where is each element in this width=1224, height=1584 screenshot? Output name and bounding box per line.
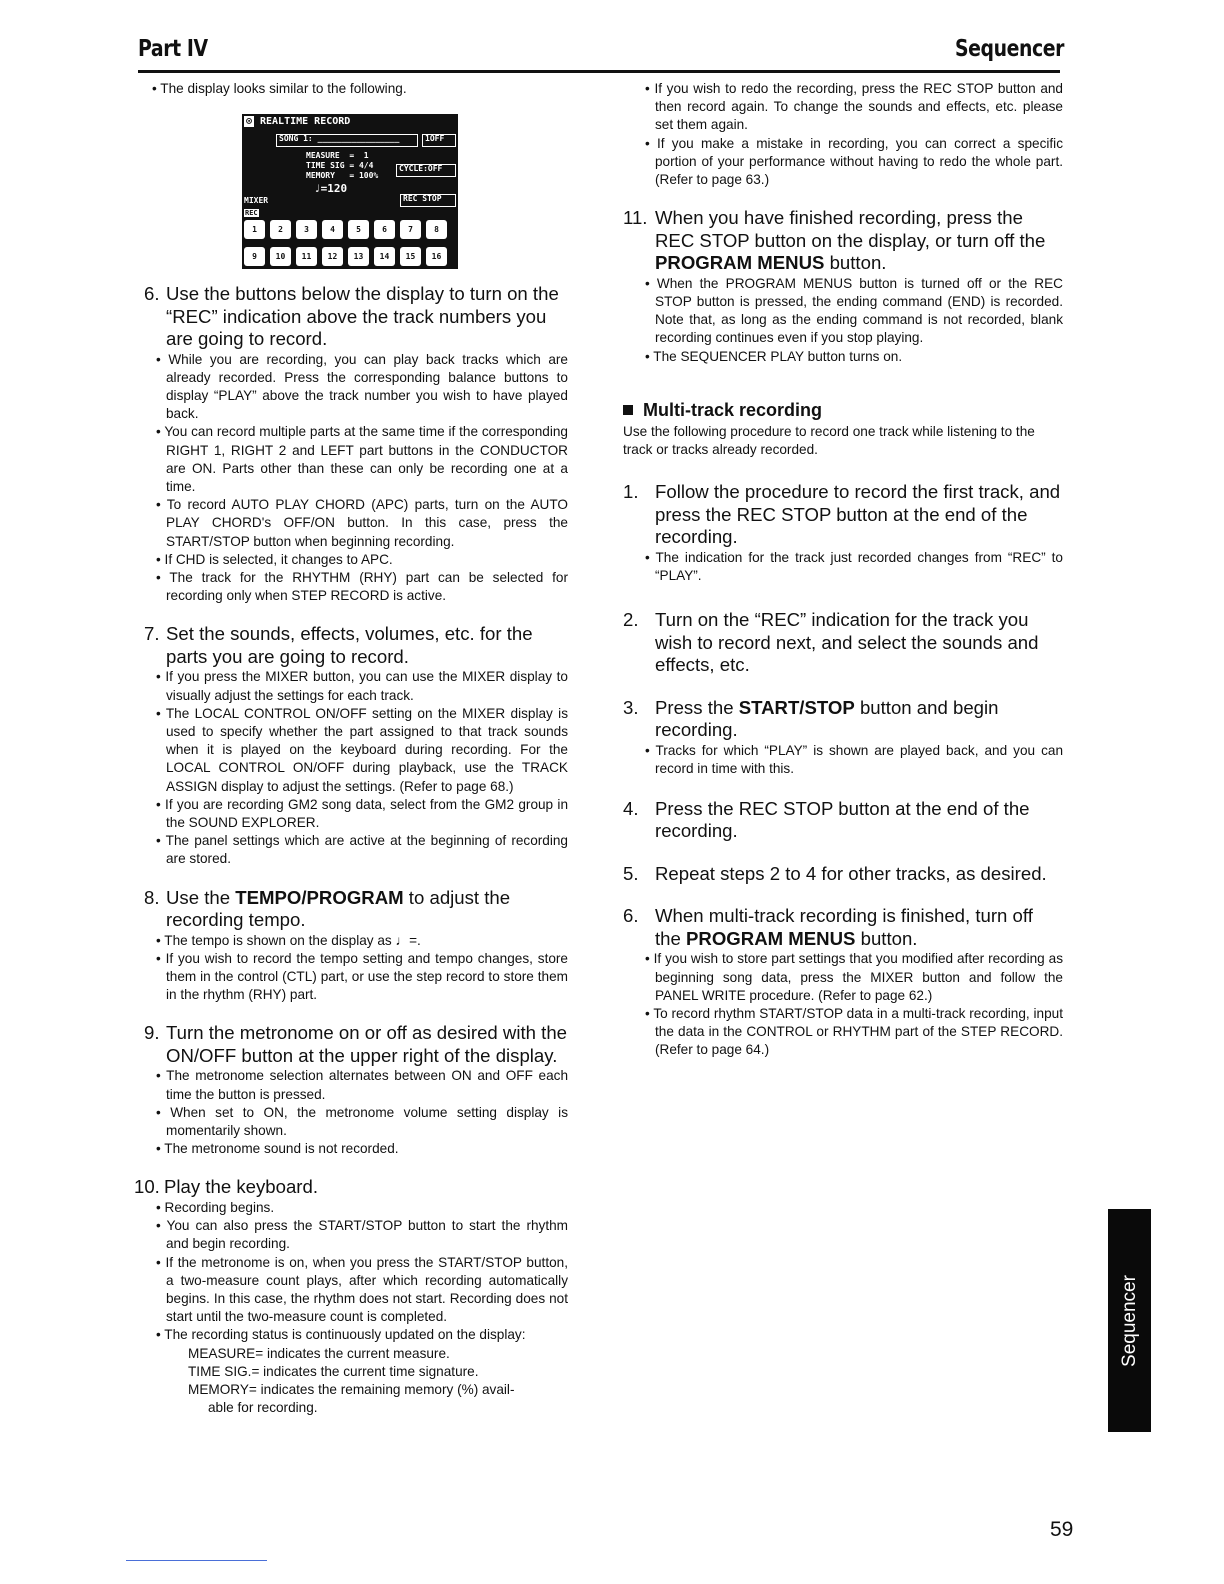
bullet-item: • The metronome selection alternates between ON and OFF each time the button is pressed.: [156, 1068, 568, 1102]
bullet-item: • If you make a mistake in recording, you can correct a specific portion of your performance without having to redo the whole part. (Refer to page 63.): [645, 135, 1063, 188]
page-number: 59: [1050, 1518, 1074, 1541]
square-bullet-icon: [623, 405, 633, 415]
header-rule: [138, 70, 1060, 73]
step-10: 10. Play the keyboard.: [134, 1176, 319, 1198]
step-10-notes: [144, 1345, 568, 1400]
cycle-box[interactable]: CYCLE:OFF: [396, 164, 456, 177]
bullet-item: • If you are recording GM2 song data, select from the GM2 group in the SOUND EXPLORER.: [156, 796, 568, 830]
top-bullets: [623, 80, 1063, 189]
note-line: TIME SIG.= indicates the current time signature.: [188, 1363, 479, 1379]
memory-readout: MEMORY = 100%: [306, 171, 379, 180]
step-7-bullets: [144, 668, 568, 868]
step-8-bullets: [144, 932, 568, 1005]
bullet-item: • If you wish to record the tempo setting and tempo changes, store them in the control (CTL) part, or use the step record to store them in the rhythm (RHY) part.: [156, 950, 568, 1003]
bullet-item: • The panel settings which are active at the beginning of recording are stored.: [156, 833, 568, 867]
track-tab-button[interactable]: 10: [270, 247, 291, 266]
left-column: • The display looks similar to the following. ⊙ REALTIME RECORD SONG 1: _________________ 1OFF MEASURE = 1 TIME SIG = 4/4 MEMORY = 100% ♩=120 CYCLE:OFF MIXER REC STOP REC 1 2 3 4 5 6 7 8 9 10 11 12 13 14 15 16 6. Use the buttons below the display to turn on the “REC” indication above the track numbers you are going to record. • While you are recording, you can play back tracks which are already recorded. Press the corresponding balance buttons to display “PLAY” above the track number you wish to have played back. • You can record multiple parts at the same time if the corresponding RIGHT 1, RIGHT 2 and LEFT part buttons in the CONDUCTOR are ON. Parts other than these can only be recording one at a time. • To record AUTO PLAY CHORD (APC) parts, turn on the AUTO PLAY CHORD's OFF/ON button. In this case, press the START/STOP button when beginning recording. • If CHD is selected, it changes to APC. • The track for the RHYTHM (RHY) part can be selected for recording only when STEP RECORD is active. 7. Set the sounds, effects, volumes, etc. for the parts you are going to record. • If you press the MIXER button, you can use the MIXER display to visually adjust the settings for each track. • The LOCAL CONTROL ON/OFF setting on the MIXER display is used to specify whether the part assigned to that track sounds when it is played on the keyboard during recording. For the LOCAL CONTROL ON/OFF during playback, use the TRACK ASSIGN display to adjust the settings. (Refer to page 68.) • If you are recording GM2 song data, select from the GM2 group in the SOUND EXPLORER. • The panel settings which are active at the beginning of recording are stored. 8. Use the TEMPO/PROGRAM to adjust the recording tempo. • The tempo is shown on the display as ♩=. • If you wish to record the tempo setting and tempo changes, store them in the control (CTL) part, or use the step record to store them in the rhythm (RHY) part. 9. Turn the metronome on or off as desired with the ON/OFF button at the upper right of the display. • The metronome selection alternates between ON and OFF each time the button is pressed. • When set to ON, the metronome volume setting display is momentarily shown. • The metronome sound is not recorded. 10. Play the keyboard. • Recording begins. • You can also press the START/STOP button to start the rhythm and begin recording. • If the metronome is on, when you press the START/STOP button, a two-measure count plays, after which recording automatically begins. In this case, the rhythm does not start. Recording does not start until the two-measure count is completed. • The recording status is continuously updated on the display: MEASURE= indicates the current measure. TIME SIG.= indicates the current time signature. MEMORY= indicates the remaining memory (%) avail- able for recording.: [144, 80, 568, 1417]
step-11-bullets: [623, 275, 1063, 366]
right-column: [623, 80, 1063, 1060]
multi-step-6: 6. When multi-track recording is finished, turn off the PROGRAM MENUS button.: [623, 905, 1033, 949]
multi-step-3-bullets: [623, 742, 1063, 778]
rec-indicator: REC: [245, 209, 258, 217]
multi-step-2: 2. Turn on the “REC” indication for the track you wish to record next, and select the sounds and effects, etc.: [623, 609, 1039, 676]
track-tab-button[interactable]: 4: [322, 220, 343, 239]
bullet-item: • If you wish to store part settings that you modified after recording as beginning song data, press the MIXER button and follow the PANEL WRITE procedure. (Refer to page 62.): [645, 951, 1063, 1003]
track-tab-button[interactable]: 16: [426, 247, 447, 266]
track-tab-button[interactable]: 13: [348, 247, 369, 266]
bullet-item: • Recording begins.: [156, 1199, 275, 1215]
bullet-item: • You can also press the START/STOP button to start the rhythm and begin recording.: [156, 1218, 568, 1252]
multi-step-5: 5. Repeat steps 2 to 4 for other tracks, as desired.: [623, 862, 1047, 884]
measure-readout: MEASURE = 1: [306, 151, 369, 160]
track-tab-button[interactable]: 12: [322, 247, 343, 266]
bullet-item: • The indication for the track just recorded changes from “REC” to “PLAY”.: [645, 549, 1063, 583]
note-line: MEASURE= indicates the current measure.: [188, 1345, 450, 1361]
track-tab-button[interactable]: 9: [244, 247, 265, 266]
bullet-item: • If you wish to redo the recording, press the REC STOP button and then record again. To change the sounds and effects, etc. please set them again.: [645, 81, 1063, 133]
multi-step-4: 4. Press the REC STOP button at the end of the recording.: [623, 797, 1030, 842]
bullet-item: • The recording status is continuously updated on the display:: [156, 1327, 526, 1343]
display-title-icon: ⊙: [246, 116, 253, 127]
track-tab-button[interactable]: 2: [270, 220, 291, 239]
step-9-bullets: [144, 1067, 568, 1158]
bullet-item: • If CHD is selected, it changes to APC.: [156, 551, 393, 567]
track-tab-button[interactable]: 1: [244, 220, 265, 239]
track-tab-button[interactable]: 11: [296, 247, 317, 266]
multi-track-intro: Use the following procedure to record one track while listening to the track or tracks already recorded.: [623, 423, 1035, 457]
timesig-readout: TIME SIG = 4/4: [306, 161, 374, 170]
step-8: 8. Use the TEMPO/PROGRAM to adjust the recording tempo.: [144, 886, 511, 931]
bullet-item: • If the metronome is on, when you press the START/STOP button, a two-measure count plays, after which recording automatically begins. In this case, the rhythm does not start. Recording does not start until the two-measure count is completed.: [156, 1254, 568, 1325]
lcd-display: [242, 114, 458, 269]
multi-step-6-bullets: [623, 950, 1063, 1059]
bottom-rule: [126, 1560, 267, 1561]
off-box[interactable]: 1OFF: [422, 134, 456, 147]
bullet-item: • The SEQUENCER PLAY button turns on.: [645, 348, 903, 364]
track-tab-button[interactable]: 7: [400, 220, 421, 239]
bullet-item: • Tracks for which “PLAY” is shown are played back, and you can record in time with this.: [645, 742, 1063, 776]
step-10-note-tail: able for recording.: [208, 1400, 318, 1416]
multi-step-3: 3. Press the START/STOP button and begin recording.: [623, 696, 999, 741]
bullet-item: • While you are recording, you can play back tracks which are already recorded. Press the corresponding balance buttons to display “PLAY” above the track number you wish to have played back.: [156, 351, 568, 422]
song-box: SONG 1: _________________: [276, 134, 418, 147]
rec-stop-box[interactable]: REC STOP: [400, 194, 456, 207]
track-tab-button[interactable]: 14: [374, 247, 395, 266]
bullet-item: • The LOCAL CONTROL ON/OFF setting on the MIXER display is used to specify whether the part assigned to that track sounds when it is played on the keyboard during recording. For the LOCAL CONTROL ON/OFF during playback, use the TRACK ASSIGN display to adjust the settings. (Refer to page 68.): [156, 705, 568, 794]
bullet-item: • When set to ON, the metronome volume setting display is momentarily shown.: [156, 1104, 568, 1138]
section-heading: Sequencer: [954, 36, 1064, 62]
bullet-item: • The track for the RHYTHM (RHY) part can be selected for recording only when STEP RECORD is active.: [156, 569, 568, 604]
step-9: 9. Turn the metronome on or off as desired with the ON/OFF button at the upper right of the display.: [144, 1022, 568, 1066]
sequencer-side-tab[interactable]: Sequencer: [1108, 1209, 1151, 1432]
note-line: MEMORY= indicates the remaining memory (%) avail-: [188, 1381, 515, 1397]
bullet-item: • To record AUTO PLAY CHORD (APC) parts, turn on the AUTO PLAY CHORD's OFF/ON button. In this case, press the START/STOP button when beginning recording.: [156, 497, 568, 549]
track-tab-button[interactable]: 15: [400, 247, 421, 266]
display-title: REALTIME RECORD: [260, 116, 351, 127]
part-heading: Part IV: [138, 36, 208, 62]
multi-track-title: Multi-track recording: [623, 400, 1063, 421]
mixer-label[interactable]: MIXER: [244, 196, 269, 205]
track-tabs-row1: [244, 220, 447, 239]
track-tab-button[interactable]: 6: [374, 220, 395, 239]
bullet-item: • You can record multiple parts at the same time if the corresponding RIGHT 1, RIGHT 2 and LEFT part buttons in the CONDUCTOR are ON. Parts other than these can only be recording one at a time.: [156, 424, 568, 494]
step-7: 7. Set the sounds, effects, volumes, etc. for the parts you are going to record.: [144, 623, 533, 667]
bullet-item: • The tempo is shown on the display as ♩=.: [156, 932, 421, 948]
track-tabs-row2: [244, 247, 447, 266]
track-tab-button[interactable]: 5: [348, 220, 369, 239]
bullet-item: • The metronome sound is not recorded.: [156, 1141, 399, 1157]
multi-step-1: 1. Follow the procedure to record the first track, and press the REC STOP button at the end of the recording.: [623, 481, 1061, 548]
track-tab-button[interactable]: 8: [426, 220, 447, 239]
bullet-item: • If you press the MIXER button, you can use the MIXER display to visually adjust the settings for each track.: [156, 669, 568, 703]
multi-step-1-bullets: [623, 549, 1063, 585]
step-10-bullets: [144, 1199, 568, 1345]
track-tab-button[interactable]: 3: [296, 220, 317, 239]
step-11: 11. When you have finished recording, press the REC STOP button on the display, or turn off the PROGRAM MENUS button.: [623, 207, 1046, 274]
bullet-item: • When the PROGRAM MENUS button is turned off or the REC STOP button is pressed, the ending command (END) is recorded. Note that, as long as the ending command is not recorded, blank recording continues even if you stop playing.: [645, 275, 1063, 346]
step-6-bullets: [144, 351, 568, 606]
bullet-item: • To record rhythm START/STOP data in a multi-track recording, input the data in the CONTROL or RHYTHM part of the STEP RECORD. (Refer to page 64.): [645, 1006, 1063, 1058]
step-6: 6. Use the buttons below the display to turn on the “REC” indication above the track numbers you are going to record.: [144, 283, 559, 349]
tempo-readout: ♩=120: [314, 182, 348, 195]
